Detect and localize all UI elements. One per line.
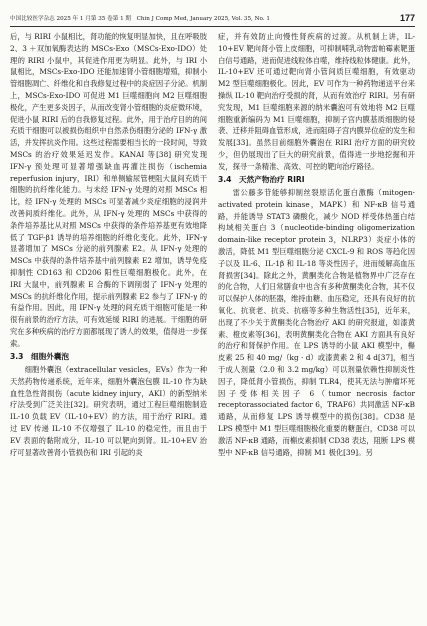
left-column: [10, 31, 207, 621]
article-body: [10, 31, 415, 621]
section-heading-natural-products: 3.4 天然产物治疗 RIRI: [218, 174, 305, 184]
page-number: 177: [399, 13, 415, 23]
body-paragraph: 后，与 RIRI 小鼠相比，肾功能的恢复明显加快，且在呼吸肢 2、3 ＋双加氧酶表达的 MSCs-Exo（MSCs-Exo-IDO）处理的 RIRI 小鼠中，其促进作用更为明显。此外，与 IRI 小鼠相比，MSCs-Exo-IDO 还能加速肾小管细胞增殖，抑制小管细胞凋亡、纤维化和自我修复过程中的炎症因子分泌。机制上，MSCs-Exo-IDO 可促进 M1 巨噬细胞向 M2 巨噬细胞极化，产生更多炎因子，从而改变肾小管细胞的炎症微环境，促进小鼠 RIRI 后的自我修复过程。此外，用于治疗目的的间充质干细胞可以被损伤组织中自然杀伤细胞分泌的 IFN-γ 激活，并发挥抗炎作用。这些过程需要相当长的一段时间，导致 MSCs 的治疗效果延迟发作。KANAI 等[38] 研究发现 IFN-γ 预处理可显著增强缺血再灌注损伤（ischemia reperfusion injury，IRI）和单侧输尿管梗阻大鼠间充质干细胞的抗纤维化能力。与未经 IFN-γ 处理的对照 MSCs 相比，经 IFN-γ 处理的 MSCs 可显著减少炎症细胞的浸润并改善间质纤维化。此外，从 IFN-γ 处理的 MSCs 中获得的条件培养基比从对照 MSCs 中获得的条件培养基更有效地降低了 TGF-β1 诱导的培养细胞的纤维化变化。此外，IFN-γ 显著增加了 MSCs 分泌的前列腺素 E2。从 IFN-γ 处理的 MSCs 中获得的条件培养基中前列腺素 E2 增加，诱导免疫抑制性 CD163 和 CD206 阳性巨噬细胞极化。此外，在 IRI 大鼠中，前列腺素 E 合酶的下调削弱了 IFN-γ 处理的 MSCs 的抗纤维化作用，提示前列腺素 E2 参与了 IFN-γ 的有益作用。因此，用 IFN-γ 处理的间充质干细胞可能是一种很有前景的治疗方法，可有效延缓 RIRI 的进展。干细胞的研究在多种疾病的治疗方面都展现了诱人的效果，值得进一步探索。: [10, 32, 207, 348]
body-paragraph: 症，并有效防止向慢性肾疾病的过渡。从机制上讲，IL-10+EV 靶向肾小管上皮细胞，可抑制哺乳动物雷帕霉素靶蛋白信号通路，进而促进线粒体自噬，维持线粒体健康。此外，IL-10+EV 还可通过靶向肾小管间质巨噬细胞，有效驱动 M2 型巨噬细胞极化。因此，EV 可作为一种药物递送平台来操纵 IL-10 靶向治疗受损的肾，从而有效治疗 RIRI。另有研究发现，M1 巨噬细胞来源的纳米囊泡可有效地将 M2 巨噬细胞重新编码为 M1 巨噬细胞，抑制子宫内膜基质细胞的侵袭、迁移并阻碍血管形成，进而阻碍子宫内膜异位症的发生和发展[33]。虽然目前细胞外囊泡在 RIRI 治疗方面的研究较少，但仍展现出了巨大的研究前景，值得进一步地挖掘和开发，探寻一条精准、高效、可控的靶向治疗路径。: [218, 32, 415, 171]
section-heading-extracellular-vesicles: 3.3 细胞外囊泡: [10, 351, 70, 361]
right-column: [218, 31, 415, 621]
body-paragraph: 细胞外囊泡（extracellular vesicles，EVs）作为一种天然药物传递系统，近年来，细胞外囊泡包膜 IL-10 作为缺血性急性肾损伤（acute kidney injury，AKI）的新型纳米疗法受到广泛关注[32]。研究表明，通过工程巨噬细胞制造 IL-10 负载 EV（IL-10+EV）的方法，用于治疗 RIRI。通过 EV 传递 IL-10 不仅增强了 IL-10 的稳定性，而且由于 EV 表面的黏附成分，IL-10 可以靶向到肾。IL-10+EV 治疗可显著改善肾小管损伤和 IRI 引起的炎: [10, 365, 207, 457]
body-paragraph: 雷公藤多苷能够抑制丝裂原活化蛋白激酶（mitogen-activated protein kinase，MAPK）和 NF-κB 信号通路，并能诱导 STAT3 磷酸化，减少 NOD 样受体热蛋白结构域相关蛋白 3（nucleotide-binding oligomerization domain-like receptor protein 3，NLRP3）炎症小体的激活，降低 M1 型巨噬细胞分泌 CXCL-9 和 ROS 等趋化因子以及 IL-6、IL-1β 和 IL-18 等炎性因子，进而缓解高血压肾损害[34]。除此之外，黄酮类化合物是植物界中广泛存在的化合物，人们日常膳食中也含有多种黄酮类化合物，其不仅可以保护人体的胚器，维持血糖、血压稳定，还具有良好的抗氧化、抗衰老、抗炎、抗癌等多种生物活性[35]，近年来，出现了不少关于黄酮类化合物治疗 AKI 的研究报道，如漆黄素、橙皮素等[36]，表明黄酮类化合物在 AKI 方面具有良好的治疗和肾保护作用。在 LPS 诱导的小鼠 AKI 模型中，槲皮素 25 和 40 mg/（kg · d）或漆黄素 2 和 4 d[37]，相当于成人剂量（2.0 和 3.2 mg/kg）可以剂量依赖性抑制炎性因子，降低肾小管损伤，抑制 TLR4，使其无法与肿瘤坏死因子受体相关因子 6（tumor necrosis factor receptorassociated factor 6，TRAF6）共同激活 NF-κB 通路，从而修复 LPS 诱导模型中的损伤[38]。CD38 是 LPS 模型中 M1 型巨噬细胞极化重要的糖蛋白，CD38 可以激活 NF-κB 通路，而槲皮素抑制 CD38 表达，阻断 LPS 模型中 NF-κB 信号通路，抑制 M1 极化[39]。另: [218, 188, 415, 457]
running-header: [10, 6, 415, 27]
journal-running-title: 中国比较医学杂志 2025 年 1 月第 35 卷第 1 期 Chin J Comp Med, January 2025, Vol. 35, No. 1: [10, 16, 270, 22]
